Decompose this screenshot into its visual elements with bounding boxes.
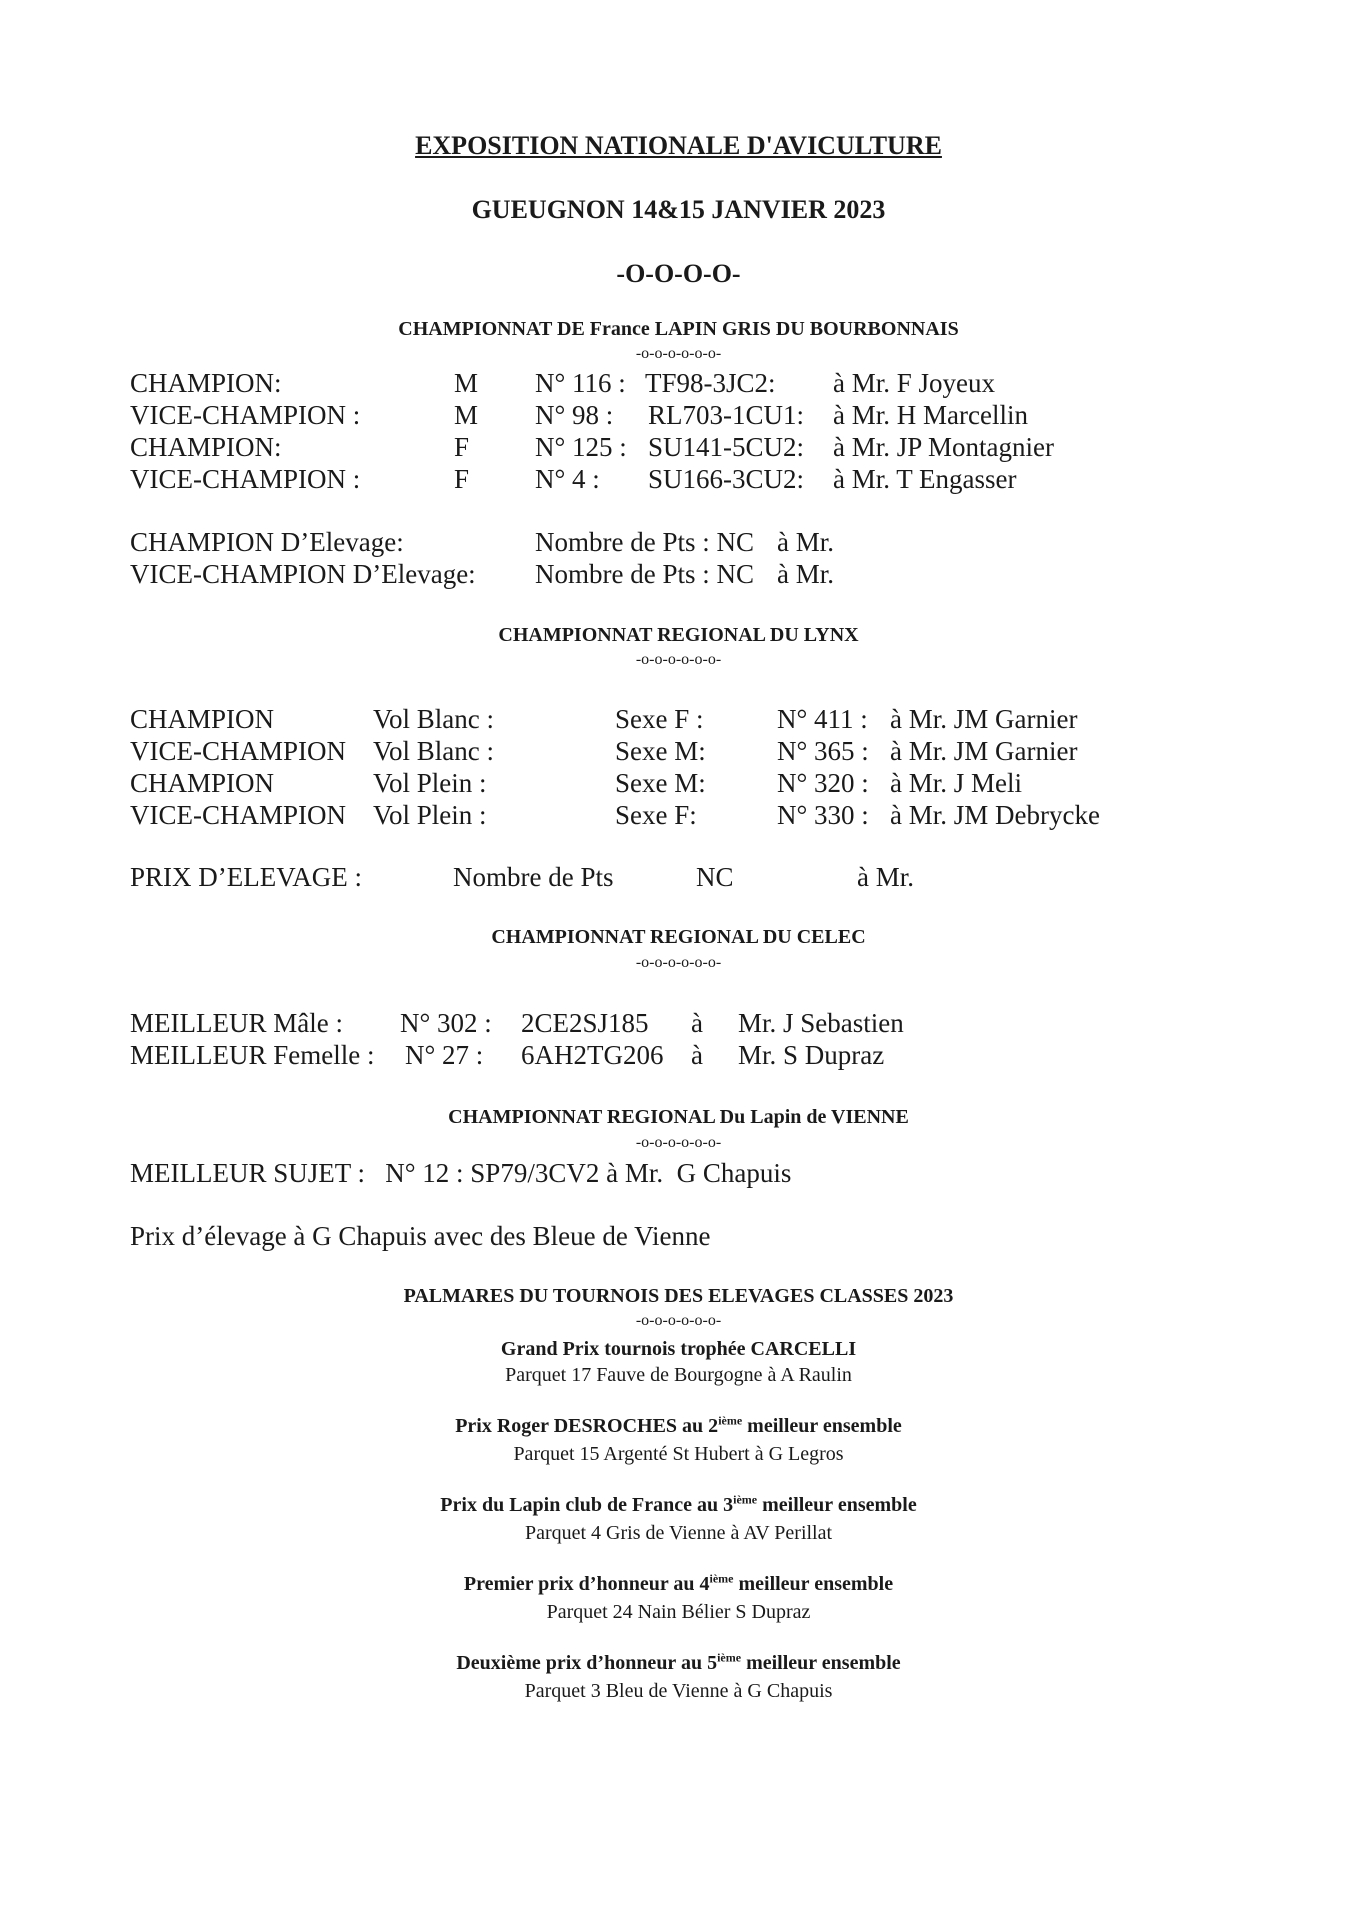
row-sexe: Sexe F :	[615, 704, 704, 734]
row-number: N° 4 :	[535, 464, 600, 494]
prize-title: Premier prix d’honneur au 4ième meilleur ensemble	[463, 1571, 894, 1595]
row-code: 6AH2TG206	[521, 1040, 664, 1070]
row-code: SU166-3CU2:	[648, 464, 805, 494]
breeding-prize-line: Prix d’élevage à G Chapuis avec des Bleue de Vienne	[130, 1221, 711, 1251]
row-winner: à Mr.	[777, 527, 834, 557]
row-winner: à Mr. JM Garnier	[890, 704, 1078, 734]
prize-detail: Parquet 24 Nain Bélier S Dupraz	[546, 1601, 811, 1623]
prize-title: Prix du Lapin club de France au 3ième meilleur ensemble	[440, 1492, 917, 1516]
section-separator: -o-o-o-o-o-o-	[635, 954, 722, 971]
row-winner: à Mr. JM Debrycke	[890, 800, 1100, 830]
prize-title: Grand Prix tournois trophée CARCELLI	[500, 1338, 857, 1360]
row-winner: à Mr.	[857, 862, 914, 892]
row-points: Nombre de Pts : NC	[535, 527, 754, 557]
row-sex: F	[454, 464, 470, 494]
section-separator: -o-o-o-o-o-o-	[635, 345, 722, 362]
row-a: à	[691, 1008, 703, 1038]
row-number: N° 27 :	[405, 1040, 484, 1070]
prize-detail: Parquet 17 Fauve de Bourgogne à A Raulin	[505, 1364, 852, 1386]
prize-detail: Parquet 4 Gris de Vienne à AV Perillat	[524, 1522, 833, 1544]
row-number: N° 125 :	[535, 432, 627, 462]
row-a: à	[691, 1040, 703, 1070]
row-vol: Vol Plein :	[373, 800, 487, 830]
row-code: TF98-3JC2:	[645, 368, 776, 398]
row-winner: à Mr. T Engasser	[833, 464, 1017, 494]
section-title-lynx: CHAMPIONNAT REGIONAL DU LYNX	[498, 624, 859, 646]
row-value: NC	[696, 862, 734, 892]
document-title: EXPOSITION NATIONALE D'AVICULTURE	[415, 131, 942, 160]
row-sex: F	[454, 432, 470, 462]
row-sexe: Sexe F:	[615, 800, 697, 830]
row-title: MEILLEUR Mâle :	[130, 1008, 343, 1038]
row-number: N° 98 :	[535, 400, 614, 430]
row-code: 2CE2SJ185	[521, 1008, 649, 1038]
row-number: N° 330 :	[777, 800, 869, 830]
row-title: PRIX D’ELEVAGE :	[130, 862, 362, 892]
row-winner: à Mr. JP Montagnier	[833, 432, 1054, 462]
row-points: Nombre de Pts	[453, 862, 614, 892]
row-title: CHAMPION	[130, 768, 275, 798]
row-sex: M	[454, 400, 479, 430]
prize-title: Deuxième prix d’honneur au 5ième meilleur ensemble	[456, 1650, 901, 1674]
row-number: N° 302 :	[400, 1008, 492, 1038]
row-number: N° 365 :	[777, 736, 869, 766]
row-title: VICE-CHAMPION :	[130, 464, 361, 494]
row-winner: à Mr. F Joyeux	[833, 368, 995, 398]
row-code: SU141-5CU2:	[648, 432, 805, 462]
section-title-bourbonnais: CHAMPIONNAT DE France LAPIN GRIS DU BOURBONNAIS	[398, 318, 959, 340]
best-subject-line: MEILLEUR SUJET : N° 12 : SP79/3CV2 à Mr. G Chapuis	[130, 1158, 792, 1188]
event-subtitle: GUEUGNON 14&15 JANVIER 2023	[471, 195, 886, 224]
header-divider: -O-O-O-O-	[616, 259, 741, 288]
row-number: N° 116 :	[535, 368, 626, 398]
row-title: VICE-CHAMPION :	[130, 400, 361, 430]
row-title: VICE-CHAMPION D’Elevage:	[130, 559, 476, 589]
row-title: CHAMPION:	[130, 368, 282, 398]
section-title-palmares: PALMARES DU TOURNOIS DES ELEVAGES CLASSES 2023	[403, 1285, 954, 1307]
prize-title: Prix Roger DESROCHES au 2ième meilleur ensemble	[455, 1413, 902, 1437]
row-vol: Vol Plein :	[373, 768, 487, 798]
row-title: VICE-CHAMPION	[130, 800, 346, 830]
section-separator: -o-o-o-o-o-o-	[635, 1134, 722, 1151]
row-vol: Vol Blanc :	[373, 704, 494, 734]
prize-detail: Parquet 3 Bleu de Vienne à G Chapuis	[524, 1680, 833, 1702]
section-title-vienne: CHAMPIONNAT REGIONAL Du Lapin de VIENNE	[448, 1106, 909, 1128]
section-title-celec: CHAMPIONNAT REGIONAL DU CELEC	[491, 926, 866, 948]
row-points: Nombre de Pts : NC	[535, 559, 754, 589]
row-winner: à Mr. H Marcellin	[833, 400, 1028, 430]
row-title: MEILLEUR Femelle :	[130, 1040, 375, 1070]
row-vol: Vol Blanc :	[373, 736, 494, 766]
row-title: VICE-CHAMPION	[130, 736, 346, 766]
row-number: N° 411 :	[777, 704, 868, 734]
row-code: RL703-1CU1:	[648, 400, 805, 430]
row-winner: à Mr. JM Garnier	[890, 736, 1078, 766]
row-number: N° 320 :	[777, 768, 869, 798]
prize-detail: Parquet 15 Argenté St Hubert à G Legros	[513, 1443, 844, 1465]
row-sex: M	[454, 368, 479, 398]
row-title: CHAMPION D’Elevage:	[130, 527, 404, 557]
row-title: CHAMPION	[130, 704, 275, 734]
row-winner: à Mr. J Meli	[890, 768, 1022, 798]
row-sexe: Sexe M:	[615, 768, 706, 798]
section-separator: -o-o-o-o-o-o-	[635, 651, 722, 668]
row-sexe: Sexe M:	[615, 736, 706, 766]
row-winner: Mr. J Sebastien	[738, 1008, 904, 1038]
row-title: CHAMPION:	[130, 432, 282, 462]
row-winner: Mr. S Dupraz	[738, 1040, 885, 1070]
section-separator: -o-o-o-o-o-o-	[635, 1312, 722, 1329]
row-winner: à Mr.	[777, 559, 834, 589]
